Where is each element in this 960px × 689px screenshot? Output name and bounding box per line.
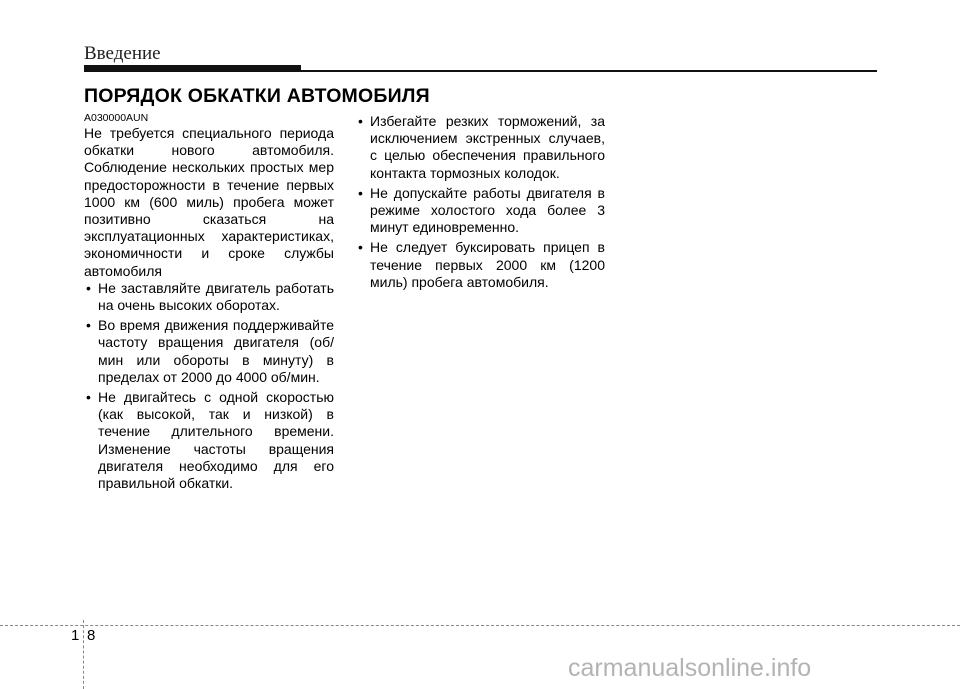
left-bullet-list: [84, 280, 334, 492]
header-rule: [84, 70, 877, 72]
bullet-icon: •: [358, 239, 363, 256]
bullet-icon: •: [86, 279, 91, 296]
bullet-icon: •: [86, 317, 91, 334]
list-item-text: Избегайте резких торможений, за исключением экстренных случаев, с целью обеспечения правильного контакта тормозных колодок.: [370, 113, 605, 181]
section-title: Введение: [84, 43, 161, 64]
list-item: [84, 317, 334, 386]
crop-line-vertical: [83, 620, 84, 689]
page-number: 8: [87, 627, 96, 644]
bullet-icon: •: [86, 389, 91, 406]
list-item: [356, 113, 605, 182]
page-heading: ПОРЯДОК ОБКАТКИ АВТОМОБИЛЯ: [84, 85, 430, 107]
list-item-text: Не двигайтесь с одной скоростью (как высокой, так и низкой) в течение длительного времени. Изменение частоты вращения двигателя необходимо для его правильной обкатки.: [98, 389, 334, 492]
list-item: [84, 389, 334, 492]
crop-line-horizontal: [0, 625, 960, 626]
list-item-text: Не следует буксировать прицеп в течение первых 2000 км (1200 миль) пробега автомобиля.: [370, 239, 605, 290]
bullet-icon: •: [358, 113, 363, 129]
list-item-text: Не допускайте работы двигателя в режиме холостого хода более 3 минут единовременно.: [370, 184, 605, 236]
list-item: [356, 185, 605, 237]
intro-paragraph: Не требуется специального периода обкатки нового автомобиля. Соблюдение нескольких простых мер предосторожности в течение первых 1000 км (600 миль) пробега может позитивно сказаться на эксплуатационных характеристиках, экономичности и сроке службы автомобиля: [84, 125, 334, 279]
list-item: [84, 280, 334, 314]
right-bullet-list: [356, 113, 605, 291]
page-section-number: 1: [71, 627, 80, 644]
left-column: [84, 125, 334, 495]
bullet-icon: •: [358, 184, 363, 201]
watermark: carmanualsonline.info: [568, 654, 812, 682]
right-column: [356, 113, 605, 294]
section-code: A030000AUN: [84, 112, 149, 124]
list-item-text: Во время движения поддерживайте частоту вращения двигателя (об/мин или обороты в минуту) в пределах от 2000 до 4000 об/мин.: [98, 317, 334, 385]
list-item: [356, 239, 605, 291]
list-item-text: Не заставляйте двигатель работать на очень высоких оборотах.: [98, 279, 334, 314]
